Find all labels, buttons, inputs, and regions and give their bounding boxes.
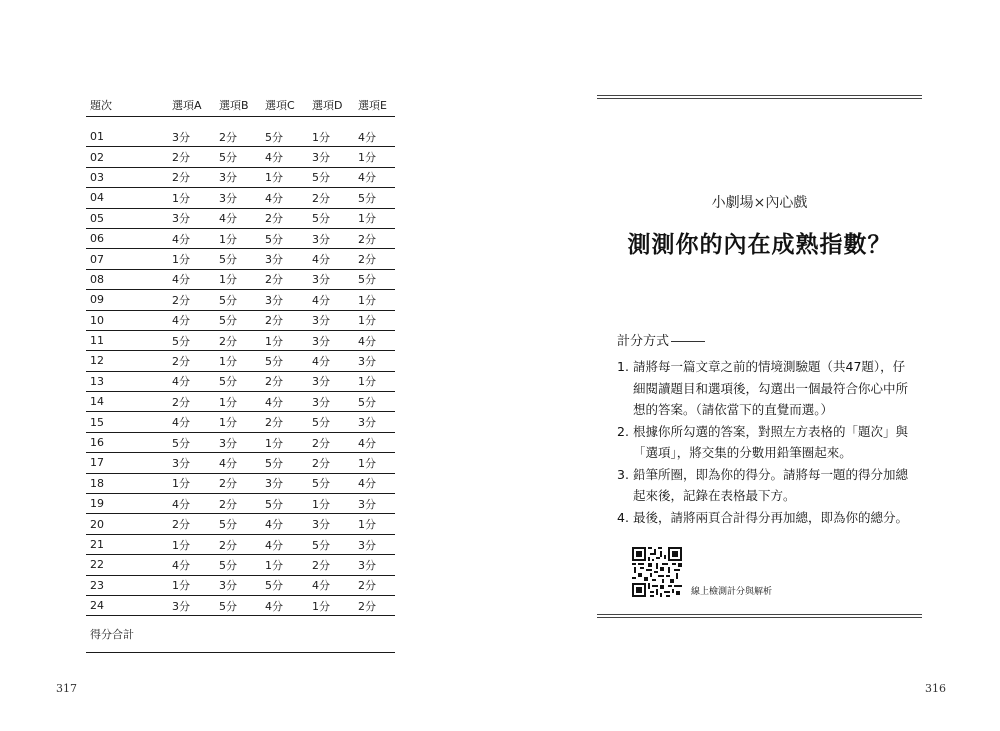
cell-option-b: 2分 (215, 473, 261, 493)
table-row (86, 290, 395, 310)
cell-option-a: 2分 (168, 290, 215, 310)
page-number-right: 316 (925, 682, 946, 695)
cell-option-b: 5分 (215, 555, 261, 575)
cell-option-e: 4分 (354, 330, 395, 350)
cell-option-c: 3分 (261, 249, 308, 269)
score-table-container (86, 94, 395, 653)
cell-option-c: 2分 (261, 208, 308, 228)
table-row (86, 208, 395, 228)
cell-option-e: 1分 (354, 371, 395, 391)
cell-question-number: 02 (86, 147, 168, 167)
step-text: 最後，請將兩頁合計得分再加總，即為你的總分。 (633, 509, 909, 525)
cell-question-number: 15 (86, 412, 168, 432)
cell-option-c: 5分 (261, 351, 308, 371)
scoring-step (617, 421, 917, 464)
cell-option-d: 2分 (308, 188, 354, 208)
cell-option-a: 4分 (168, 494, 215, 514)
cell-option-c: 1分 (261, 167, 308, 187)
cell-option-b: 5分 (215, 595, 261, 615)
cell-option-a: 4分 (168, 228, 215, 248)
cell-option-c: 4分 (261, 595, 308, 615)
cell-option-a: 5分 (168, 330, 215, 350)
cell-option-a: 4分 (168, 310, 215, 330)
cell-option-e: 3分 (354, 555, 395, 575)
cell-option-c: 5分 (261, 228, 308, 248)
cell-option-b: 5分 (215, 290, 261, 310)
header-option-e: 選項E (354, 94, 395, 117)
cell-option-d: 1分 (308, 595, 354, 615)
cell-option-e: 1分 (354, 290, 395, 310)
cell-option-a: 2分 (168, 351, 215, 371)
table-row (86, 310, 395, 330)
cell-option-c: 3分 (261, 473, 308, 493)
cell-option-a: 2分 (168, 392, 215, 412)
cell-option-b: 2分 (215, 127, 261, 147)
cell-option-e: 1分 (354, 147, 395, 167)
cell-option-c: 2分 (261, 371, 308, 391)
cell-option-a: 4分 (168, 269, 215, 289)
table-row (86, 167, 395, 187)
table-row (86, 249, 395, 269)
cell-option-b: 5分 (215, 249, 261, 269)
cell-option-c: 4分 (261, 392, 308, 412)
cell-option-b: 4分 (215, 208, 261, 228)
scoring-method-label: 計分方式 (617, 334, 670, 349)
cell-option-d: 5分 (308, 412, 354, 432)
cell-question-number: 01 (86, 127, 168, 147)
page-number-left: 317 (56, 682, 77, 695)
header-option-a: 選項A (168, 94, 215, 117)
title-dash-divider (671, 341, 705, 342)
cell-option-b: 2分 (215, 330, 261, 350)
table-row (86, 269, 395, 289)
cell-option-e: 2分 (354, 249, 395, 269)
cell-option-b: 5分 (215, 514, 261, 534)
cell-question-number: 23 (86, 575, 168, 595)
cell-option-d: 3分 (308, 330, 354, 350)
cell-option-e: 1分 (354, 453, 395, 473)
cell-option-a: 3分 (168, 453, 215, 473)
cell-option-e: 3分 (354, 412, 395, 432)
cell-option-a: 1分 (168, 575, 215, 595)
cell-option-a: 4分 (168, 555, 215, 575)
score-table (86, 94, 395, 653)
cell-question-number: 05 (86, 208, 168, 228)
cell-option-a: 4分 (168, 412, 215, 432)
cell-option-e: 4分 (354, 432, 395, 452)
cell-question-number: 20 (86, 514, 168, 534)
header-option-d: 選項D (308, 94, 354, 117)
scoring-steps-list (617, 356, 917, 528)
cell-option-b: 1分 (215, 412, 261, 432)
cell-question-number: 21 (86, 534, 168, 554)
series-kicker: 小劇場×內心戲 (711, 195, 808, 211)
cell-option-d: 5分 (308, 473, 354, 493)
table-row (86, 188, 395, 208)
cell-option-d: 3分 (308, 392, 354, 412)
cell-option-d: 4分 (308, 575, 354, 595)
table-row (86, 453, 395, 473)
page-headline: 測測你的內在成熟指數？ (627, 231, 892, 258)
score-total-label: 得分合計 (86, 616, 395, 653)
table-row (86, 228, 395, 248)
cell-option-e: 4分 (354, 167, 395, 187)
cell-option-a: 3分 (168, 127, 215, 147)
cell-option-b: 5分 (215, 371, 261, 391)
cell-option-a: 2分 (168, 147, 215, 167)
cell-option-c: 4分 (261, 147, 308, 167)
table-row (86, 575, 395, 595)
cell-option-d: 2分 (308, 555, 354, 575)
cell-question-number: 17 (86, 453, 168, 473)
cell-option-d: 4分 (308, 290, 354, 310)
table-row (86, 555, 395, 575)
cell-option-d: 1分 (308, 127, 354, 147)
table-row (86, 127, 395, 147)
scoring-step (617, 464, 917, 507)
cell-option-a: 3分 (168, 208, 215, 228)
scoring-method-title (617, 330, 705, 349)
cell-option-c: 3分 (261, 290, 308, 310)
cell-option-e: 5分 (354, 269, 395, 289)
cell-option-e: 4分 (354, 127, 395, 147)
table-row (86, 351, 395, 371)
cell-option-c: 2分 (261, 269, 308, 289)
cell-question-number: 06 (86, 228, 168, 248)
cell-question-number: 16 (86, 432, 168, 452)
cell-option-c: 5分 (261, 127, 308, 147)
cell-option-d: 1分 (308, 494, 354, 514)
cell-option-a: 1分 (168, 473, 215, 493)
step-number: 4. (617, 509, 629, 525)
cell-option-d: 3分 (308, 310, 354, 330)
cell-option-b: 4分 (215, 453, 261, 473)
cell-option-d: 3分 (308, 269, 354, 289)
cell-option-c: 4分 (261, 188, 308, 208)
cell-option-e: 3分 (354, 534, 395, 554)
cell-option-b: 1分 (215, 351, 261, 371)
step-text: 鉛筆所圈，即為你的得分。請將每一題的得分加總起來後，記錄在表格最下方。 (633, 466, 909, 503)
step-number: 3. (617, 466, 629, 482)
cell-option-d: 4分 (308, 249, 354, 269)
cell-option-d: 5分 (308, 208, 354, 228)
cell-question-number: 19 (86, 494, 168, 514)
cell-question-number: 22 (86, 555, 168, 575)
cell-question-number: 04 (86, 188, 168, 208)
cell-option-c: 2分 (261, 310, 308, 330)
cell-question-number: 07 (86, 249, 168, 269)
score-total-row (86, 616, 395, 653)
step-number: 2. (617, 423, 629, 439)
table-row (86, 534, 395, 554)
cell-option-a: 3分 (168, 595, 215, 615)
cell-question-number: 09 (86, 290, 168, 310)
cell-question-number: 11 (86, 330, 168, 350)
cell-option-a: 1分 (168, 534, 215, 554)
cell-option-e: 1分 (354, 514, 395, 534)
cell-option-a: 4分 (168, 371, 215, 391)
cell-option-e: 1分 (354, 310, 395, 330)
step-text: 根據你所勾選的答案，對照左方表格的「題次」與「選項」，將交集的分數用鉛筆圈起來。 (633, 423, 909, 460)
cell-option-b: 1分 (215, 269, 261, 289)
cell-option-c: 1分 (261, 555, 308, 575)
top-double-rule (597, 95, 922, 99)
cell-option-d: 2分 (308, 432, 354, 452)
score-table-header (86, 94, 395, 117)
cell-option-d: 3分 (308, 228, 354, 248)
header-option-c: 選項C (261, 94, 308, 117)
step-text: 請將每一篇文章之前的情境測驗題（共47題），仔細閱讀題目和選項後，勾選出一個最符合你心中所想的答案。（請依當下的直覺而選。） (633, 359, 909, 417)
cell-option-c: 4分 (261, 534, 308, 554)
cell-option-c: 5分 (261, 575, 308, 595)
cell-option-b: 3分 (215, 167, 261, 187)
cell-option-b: 1分 (215, 228, 261, 248)
cell-option-b: 5分 (215, 310, 261, 330)
qr-code-label: 線上檢測計分與解析 (691, 587, 773, 597)
cell-option-e: 1分 (354, 208, 395, 228)
table-row (86, 147, 395, 167)
table-row (86, 412, 395, 432)
cell-option-b: 1分 (215, 392, 261, 412)
cell-option-e: 5分 (354, 392, 395, 412)
cell-option-e: 3分 (354, 494, 395, 514)
cell-option-a: 5分 (168, 432, 215, 452)
cell-question-number: 08 (86, 269, 168, 289)
table-row (86, 432, 395, 452)
cell-option-c: 4分 (261, 514, 308, 534)
cell-option-b: 3分 (215, 432, 261, 452)
table-row (86, 392, 395, 412)
bottom-double-rule (597, 614, 922, 618)
cell-option-b: 3分 (215, 188, 261, 208)
cell-option-e: 5分 (354, 188, 395, 208)
cell-option-c: 2分 (261, 412, 308, 432)
cell-option-c: 1分 (261, 330, 308, 350)
cell-option-e: 3分 (354, 351, 395, 371)
scoring-step (617, 356, 917, 421)
cell-option-c: 5分 (261, 453, 308, 473)
cell-option-a: 2分 (168, 514, 215, 534)
cell-question-number: 14 (86, 392, 168, 412)
cell-question-number: 10 (86, 310, 168, 330)
cell-option-e: 2分 (354, 595, 395, 615)
cell-option-a: 1分 (168, 249, 215, 269)
scoring-step (617, 507, 917, 529)
cell-option-d: 3分 (308, 371, 354, 391)
cell-option-a: 1分 (168, 188, 215, 208)
cell-option-d: 4分 (308, 351, 354, 371)
cell-question-number: 12 (86, 351, 168, 371)
table-row (86, 371, 395, 391)
cell-option-d: 3分 (308, 514, 354, 534)
cell-option-b: 5分 (215, 147, 261, 167)
cell-option-d: 2分 (308, 453, 354, 473)
table-row (86, 514, 395, 534)
qr-code-icon[interactable] (632, 547, 682, 597)
cell-option-d: 5分 (308, 167, 354, 187)
cell-option-b: 2分 (215, 534, 261, 554)
header-question-number: 題次 (86, 94, 168, 117)
cell-option-d: 5分 (308, 534, 354, 554)
cell-question-number: 03 (86, 167, 168, 187)
cell-option-c: 5分 (261, 494, 308, 514)
cell-question-number: 24 (86, 595, 168, 615)
cell-option-c: 1分 (261, 432, 308, 452)
cell-option-e: 4分 (354, 473, 395, 493)
table-row (86, 330, 395, 350)
cell-question-number: 18 (86, 473, 168, 493)
table-row (86, 473, 395, 493)
cell-option-a: 2分 (168, 167, 215, 187)
cell-option-b: 2分 (215, 494, 261, 514)
cell-question-number: 13 (86, 371, 168, 391)
cell-option-b: 3分 (215, 575, 261, 595)
step-number: 1. (617, 359, 629, 374)
cell-option-e: 2分 (354, 575, 395, 595)
table-row (86, 595, 395, 615)
table-row (86, 494, 395, 514)
cell-option-e: 2分 (354, 228, 395, 248)
cell-option-d: 3分 (308, 147, 354, 167)
header-option-b: 選項B (215, 94, 261, 117)
